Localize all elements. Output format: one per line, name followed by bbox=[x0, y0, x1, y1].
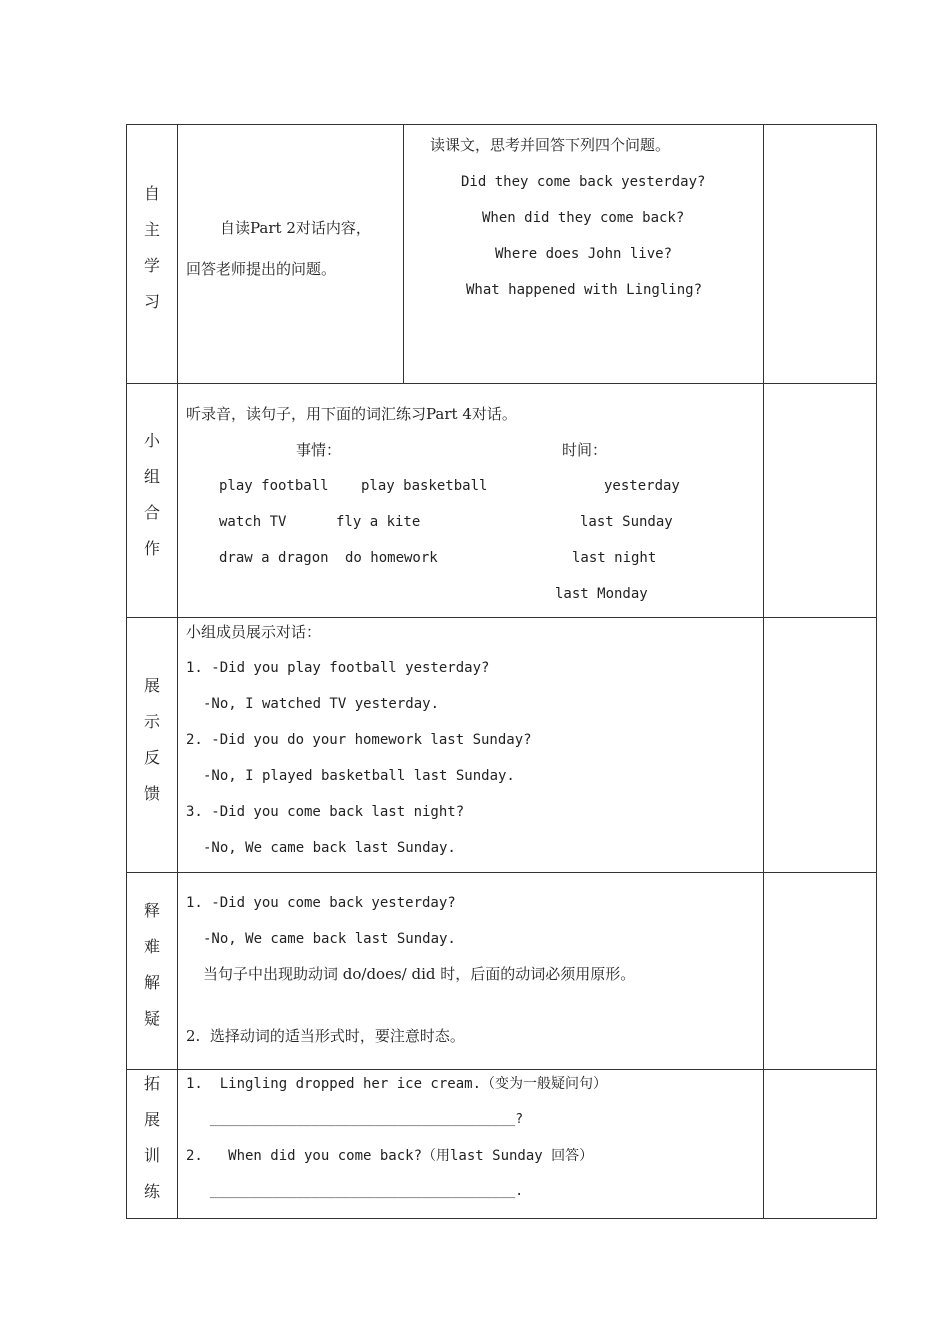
explanation-rule: 当句子中出现助动词 do/does/ did 时，后面的动词必须用原形。 bbox=[203, 965, 636, 983]
table-border-top bbox=[126, 124, 877, 125]
row-divider-2 bbox=[126, 617, 877, 618]
row1-inner-divider bbox=[403, 124, 404, 384]
table-border-left bbox=[126, 124, 127, 1219]
section-label-extension: 拓 展 训 练 bbox=[143, 1074, 160, 1201]
things-column-header: 事情： bbox=[296, 441, 342, 459]
table-border-right bbox=[876, 124, 877, 1219]
section-label-explanation: 释 难 解 疑 bbox=[143, 901, 160, 1028]
dialogue-line-1: 1. -Did you play football yesterday? bbox=[186, 660, 490, 676]
activity-do-homework: do homework bbox=[345, 550, 438, 566]
time-yesterday: yesterday bbox=[604, 478, 680, 494]
activity-play-football: play football bbox=[219, 478, 329, 494]
question-1: Did they come back yesterday? bbox=[461, 174, 706, 190]
activity-play-basketball: play basketball bbox=[361, 478, 488, 494]
explanation-line-2: -No, We came back last Sunday. bbox=[203, 931, 456, 947]
section-label-self-study: 自 主 学 习 bbox=[143, 184, 160, 311]
group-work-instruction: 听录音，读句子，用下面的词汇练习Part 4对话。 bbox=[186, 405, 517, 423]
row-divider-3 bbox=[126, 872, 877, 873]
exercise-1-answer-blank: _______________________________________? bbox=[210, 1112, 524, 1127]
dialogue-line-2: -No, I watched TV yesterday. bbox=[203, 696, 440, 712]
table-border-bottom bbox=[126, 1218, 877, 1219]
dialogue-line-5: 3. -Did you come back last night? bbox=[186, 804, 465, 820]
notes-column-divider bbox=[763, 124, 764, 1219]
dialogue-line-3: 2. -Did you do your homework last Sunday? bbox=[186, 732, 532, 748]
exercise-2-prompt: 2. When did you come back?（用last Sunday 回答） bbox=[186, 1148, 594, 1164]
activity-fly-a-kite: fly a kite bbox=[336, 514, 421, 530]
row-divider-4 bbox=[126, 1069, 877, 1070]
time-column-header: 时间： bbox=[562, 441, 608, 459]
question-2: When did they come back? bbox=[482, 210, 685, 226]
exercise-1-prompt: 1. Lingling dropped her ice cream.（变为一般疑问句） bbox=[186, 1076, 608, 1092]
time-last-monday: last Monday bbox=[555, 586, 648, 602]
time-last-sunday: last Sunday bbox=[580, 514, 673, 530]
dialogue-line-6: -No, We came back last Sunday. bbox=[203, 840, 456, 856]
section-label-group-work: 小 组 合 作 bbox=[143, 431, 160, 558]
row-divider-1 bbox=[126, 383, 877, 384]
label-column-divider bbox=[177, 124, 178, 1219]
question-3: Where does John live? bbox=[495, 246, 673, 262]
presentation-intro: 小组成员展示对话： bbox=[186, 623, 322, 641]
explanation-line-4: 2. 选择动词的适当形式时，要注意时态。 bbox=[186, 1027, 465, 1045]
self-study-questions-title: 读课文，思考并回答下列四个问题。 bbox=[430, 136, 671, 154]
time-last-night: last night bbox=[572, 550, 657, 566]
self-study-task-line-1: 自读Part 2对话内容， bbox=[220, 219, 371, 237]
activity-watch-tv: watch TV bbox=[219, 514, 287, 530]
activity-draw-a-dragon: draw a dragon bbox=[219, 550, 329, 566]
explanation-line-1: 1. -Did you come back yesterday? bbox=[186, 895, 456, 911]
question-4: What happened with Lingling? bbox=[466, 282, 703, 298]
exercise-2-answer-blank: _______________________________________. bbox=[210, 1184, 524, 1199]
section-label-presentation: 展 示 反 馈 bbox=[143, 676, 160, 803]
dialogue-line-4: -No, I played basketball last Sunday. bbox=[203, 768, 515, 784]
self-study-task-line-2: 回答老师提出的问题。 bbox=[186, 260, 337, 278]
